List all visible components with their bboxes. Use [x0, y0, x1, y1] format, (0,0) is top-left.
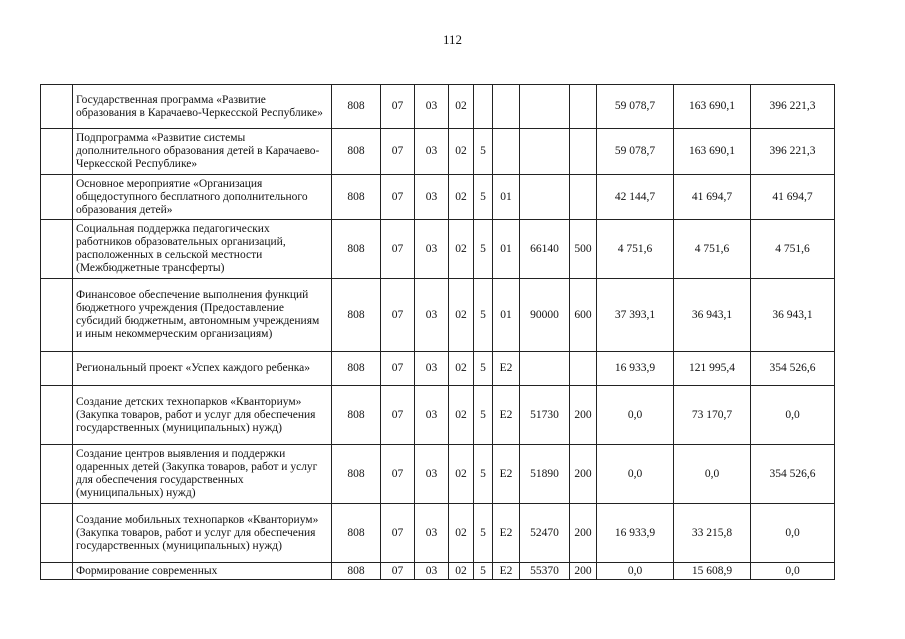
- cell-section: 07: [381, 129, 415, 175]
- cell-expense-type: [570, 85, 597, 129]
- table-row: [41, 445, 835, 504]
- row-name: Финансовое обеспечение выполнения функций бюджетного учреждения (Предоставление субсидий бюджетным, автономным учреждениям и иным некоммерческим организациям): [73, 279, 332, 352]
- cell-section: 07: [381, 445, 415, 504]
- cell-direction: 66140: [520, 220, 570, 279]
- cell-admin-code: 808: [332, 386, 381, 445]
- cell-amount-year-2: 163 690,1: [674, 129, 751, 175]
- cell-amount-year-2: 4 751,6: [674, 220, 751, 279]
- cell-admin-code: 808: [332, 129, 381, 175]
- cell-amount-year-1: 0,0: [597, 445, 674, 504]
- cell-admin-code: 808: [332, 352, 381, 386]
- cell-direction: 51730: [520, 386, 570, 445]
- cell-subsection: 03: [415, 85, 449, 129]
- cell-program: 02: [449, 445, 474, 504]
- cell-activity: [493, 129, 520, 175]
- cell-activity: E2: [493, 386, 520, 445]
- cell-subprogram: 5: [474, 175, 493, 220]
- cell-direction: 52470: [520, 504, 570, 563]
- table-row: [41, 220, 835, 279]
- cell-program: 02: [449, 386, 474, 445]
- cell-amount-year-2: 41 694,7: [674, 175, 751, 220]
- row-name: Создание мобильных технопарков «Кванториум» (Закупка товаров, работ и услуг для обеспечения государственных (муниципальных) нужд): [73, 504, 332, 563]
- cell-program: 02: [449, 129, 474, 175]
- table-row: [41, 85, 835, 129]
- cell-number: [41, 279, 73, 352]
- cell-section: 07: [381, 386, 415, 445]
- cell-expense-type: 200: [570, 386, 597, 445]
- cell-subprogram: 5: [474, 352, 493, 386]
- cell-program: 02: [449, 220, 474, 279]
- cell-amount-year-1: 37 393,1: [597, 279, 674, 352]
- cell-subsection: 03: [415, 563, 449, 580]
- cell-amount-year-1: 0,0: [597, 563, 674, 580]
- table-body: [41, 85, 835, 580]
- row-name: Основное мероприятие «Организация общедоступного бесплатного дополнительного образования детей»: [73, 175, 332, 220]
- cell-amount-year-2: 0,0: [674, 445, 751, 504]
- cell-activity: E2: [493, 445, 520, 504]
- cell-section: 07: [381, 352, 415, 386]
- cell-section: 07: [381, 85, 415, 129]
- cell-expense-type: 500: [570, 220, 597, 279]
- cell-section: 07: [381, 175, 415, 220]
- cell-number: [41, 504, 73, 563]
- cell-amount-year-2: 36 943,1: [674, 279, 751, 352]
- cell-amount-year-1: 0,0: [597, 386, 674, 445]
- cell-expense-type: [570, 352, 597, 386]
- cell-amount-year-3: 354 526,6: [751, 445, 835, 504]
- cell-number: [41, 175, 73, 220]
- table-row: [41, 175, 835, 220]
- cell-direction: [520, 352, 570, 386]
- table-row: [41, 279, 835, 352]
- cell-activity: E2: [493, 352, 520, 386]
- cell-expense-type: 600: [570, 279, 597, 352]
- cell-activity: 01: [493, 175, 520, 220]
- cell-amount-year-2: 121 995,4: [674, 352, 751, 386]
- cell-section: 07: [381, 220, 415, 279]
- cell-subsection: 03: [415, 352, 449, 386]
- row-name: Формирование современных: [73, 563, 332, 580]
- cell-subsection: 03: [415, 175, 449, 220]
- cell-admin-code: 808: [332, 563, 381, 580]
- cell-program: 02: [449, 279, 474, 352]
- budget-table: [40, 84, 835, 580]
- cell-amount-year-3: 0,0: [751, 504, 835, 563]
- row-name: Социальная поддержка педагогических работников образовательных организаций, расположенных в сельской местности (Межбюджетные трансферты): [73, 220, 332, 279]
- cell-section: 07: [381, 504, 415, 563]
- cell-subprogram: [474, 85, 493, 129]
- table-row: [41, 504, 835, 563]
- cell-amount-year-2: 163 690,1: [674, 85, 751, 129]
- cell-number: [41, 220, 73, 279]
- cell-number: [41, 563, 73, 580]
- cell-amount-year-3: 396 221,3: [751, 85, 835, 129]
- cell-admin-code: 808: [332, 175, 381, 220]
- cell-amount-year-3: 36 943,1: [751, 279, 835, 352]
- row-name: Региональный проект «Успех каждого ребенка»: [73, 352, 332, 386]
- cell-number: [41, 85, 73, 129]
- cell-number: [41, 129, 73, 175]
- cell-direction: [520, 85, 570, 129]
- cell-amount-year-1: 59 078,7: [597, 85, 674, 129]
- row-name: Государственная программа «Развитие образования в Карачаево-Черкесской Республике»: [73, 85, 332, 129]
- cell-subsection: 03: [415, 279, 449, 352]
- cell-amount-year-1: 16 933,9: [597, 504, 674, 563]
- cell-admin-code: 808: [332, 279, 381, 352]
- cell-number: [41, 386, 73, 445]
- cell-subprogram: 5: [474, 386, 493, 445]
- cell-amount-year-3: 0,0: [751, 563, 835, 580]
- cell-section: 07: [381, 563, 415, 580]
- table-row: [41, 129, 835, 175]
- cell-subsection: 03: [415, 386, 449, 445]
- cell-expense-type: 200: [570, 504, 597, 563]
- cell-direction: 90000: [520, 279, 570, 352]
- cell-amount-year-2: 73 170,7: [674, 386, 751, 445]
- cell-subprogram: 5: [474, 279, 493, 352]
- cell-expense-type: [570, 129, 597, 175]
- cell-subprogram: 5: [474, 220, 493, 279]
- cell-activity: E2: [493, 504, 520, 563]
- cell-section: 07: [381, 279, 415, 352]
- table-row: [41, 352, 835, 386]
- cell-amount-year-3: 0,0: [751, 386, 835, 445]
- row-name: Создание центров выявления и поддержки одаренных детей (Закупка товаров, работ и услуг для обеспечения государственных (муниципальных) нужд): [73, 445, 332, 504]
- cell-expense-type: 200: [570, 563, 597, 580]
- cell-subsection: 03: [415, 504, 449, 563]
- cell-program: 02: [449, 175, 474, 220]
- cell-subsection: 03: [415, 445, 449, 504]
- cell-amount-year-1: 42 144,7: [597, 175, 674, 220]
- cell-direction: [520, 175, 570, 220]
- cell-amount-year-3: 4 751,6: [751, 220, 835, 279]
- cell-program: 02: [449, 352, 474, 386]
- cell-activity: [493, 85, 520, 129]
- cell-direction: [520, 129, 570, 175]
- cell-amount-year-1: 4 751,6: [597, 220, 674, 279]
- cell-amount-year-3: 354 526,6: [751, 352, 835, 386]
- cell-amount-year-1: 59 078,7: [597, 129, 674, 175]
- cell-subprogram: 5: [474, 129, 493, 175]
- cell-amount-year-2: 15 608,9: [674, 563, 751, 580]
- cell-amount-year-2: 33 215,8: [674, 504, 751, 563]
- cell-direction: 51890: [520, 445, 570, 504]
- cell-admin-code: 808: [332, 85, 381, 129]
- cell-admin-code: 808: [332, 220, 381, 279]
- cell-number: [41, 352, 73, 386]
- cell-number: [41, 445, 73, 504]
- cell-amount-year-1: 16 933,9: [597, 352, 674, 386]
- cell-subsection: 03: [415, 220, 449, 279]
- cell-direction: 55370: [520, 563, 570, 580]
- cell-admin-code: 808: [332, 445, 381, 504]
- cell-activity: 01: [493, 220, 520, 279]
- cell-program: 02: [449, 563, 474, 580]
- table-row: [41, 386, 835, 445]
- cell-expense-type: [570, 175, 597, 220]
- cell-admin-code: 808: [332, 504, 381, 563]
- cell-subprogram: 5: [474, 445, 493, 504]
- row-name: Подпрограмма «Развитие системы дополнительного образования детей в Карачаево-Черкесской Республике»: [73, 129, 332, 175]
- table-row: [41, 563, 835, 580]
- cell-program: 02: [449, 85, 474, 129]
- cell-amount-year-3: 41 694,7: [751, 175, 835, 220]
- cell-expense-type: 200: [570, 445, 597, 504]
- page-number: 112: [442, 32, 463, 47]
- cell-program: 02: [449, 504, 474, 563]
- cell-subprogram: 5: [474, 563, 493, 580]
- row-name: Создание детских технопарков «Кванториум» (Закупка товаров, работ и услуг для обеспечения государственных (муниципальных) нужд): [73, 386, 332, 445]
- cell-amount-year-3: 396 221,3: [751, 129, 835, 175]
- cell-subprogram: 5: [474, 504, 493, 563]
- cell-subsection: 03: [415, 129, 449, 175]
- cell-activity: E2: [493, 563, 520, 580]
- cell-activity: 01: [493, 279, 520, 352]
